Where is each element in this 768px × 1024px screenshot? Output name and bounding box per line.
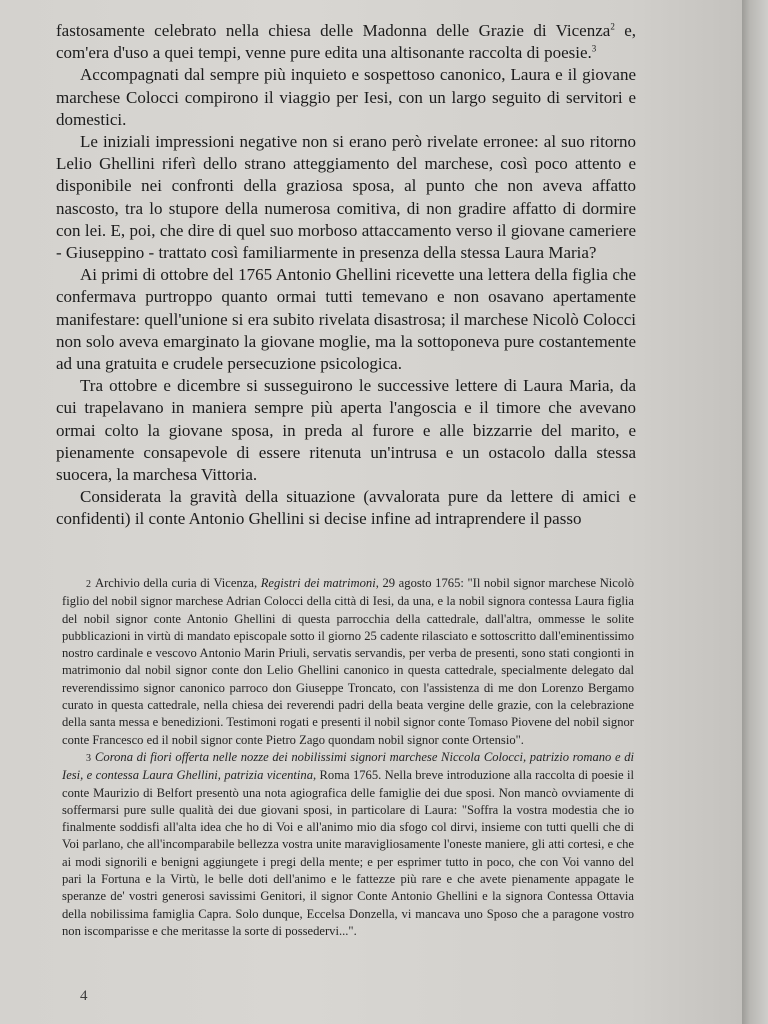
page-number: 4 bbox=[80, 988, 88, 1004]
footnote-3: 3 Corona di fiori offerta nelle nozze dei nobilissimi signori marchese Niccola Colocci, patrizio romano e di Iesi, e contessa Laura Ghellini, patrizia vicentina, Roma 1765. Nella breve introduzione alla raccolta di poesie il conte Maurizio di Belfort presentò una nota agiografica delle famiglie dei due sposi. Non mancò ovviamente di soffermarsi pure sulle qualità dei due giovani sposi, in particolare di Laura: "Soffra la vostra modestia che io finalmente soddisfi all'alta idea che ho di Voi e all'animo mio dia sfogo col dirvi, insieme con tutti quelli che di Voi parlano, che all'incomparabile bellezza vostra unite maravigliosamente l'oneste maniere, gli atti cortesi, e che ai modi signorili e benigni aggiungete i pregi della mente; e per esprimer tutto in poco, che con Voi vanno del pari la Fortuna e la Virtù, le belle doti dell'animo e le fattezze più rare e che avete pienamente appagate le speranze de' vostri generosi savissimi Genitori, il signor Conte Antonio Ghellini e la signora Contessa Ottavia della nobilissima famiglia Capra. Solo dunque, Eccelsa Donzella, vi mancava uno Sposo che a paragone vostro non iscomparisse e che meritasse la sorte di possedervi...". bbox=[62, 749, 635, 938]
footnote-ref[interactable]: 2 bbox=[610, 21, 615, 32]
footnote-number: 3 bbox=[86, 752, 91, 764]
body-paragraph: fastosamente celebrato nella chiesa delle Madonna delle Grazie di Vicenza$^2$ e, com'era d'uso a quei tempi, venne pure edita una altisonante raccolta di poesie.$^3$ bbox=[56, 21, 637, 63]
page-edge bbox=[742, 0, 768, 1024]
italic-title: Corona di fiori offerta nelle nozze dei nobilissimi signori marchese Niccola Colocci, patrizio romano e di Iesi, e contessa Laura Ghellini, patrizia vicentina bbox=[62, 749, 634, 783]
body-paragraph: Le iniziali impressioni negative non si erano però rivelate erronee: al suo ritorno Lelio Ghellini riferì dello strano atteggiamento del marchese, così poco attento e disponibile nei confronti della graziosa sposa, al punto che non aveva affatto nascosto, tra lo stupore della numerosa comitiva, di non gradire affatto di dormire con lei. E, poi, che dire di quel suo morboso attaccamento verso il giovane cameriere - Giuseppino - trattato così familiarmente in presenza della stessa Laura Maria? bbox=[56, 132, 636, 263]
body-paragraph: Accompagnati dal sempre più inquieto e sospettoso canonico, Laura e il giovane marchese Colocci compirono il viaggio per Iesi, con un largo seguito di servitori e domestici. bbox=[56, 65, 636, 129]
footnotes bbox=[62, 575, 634, 940]
footnote-number: 2 bbox=[86, 579, 91, 590]
body-paragraph: Tra ottobre e dicembre si susseguirono le successive lettere di Laura Maria, da cui trapelavano in maniera sempre più aperta l'angoscia e il timore che avevano ormai colto la giovane sposa, in preda al furore e alle bizzarrie del marito, e pienamente consapevole di essere ritenuta un'intrusa e un ostacolo dalla stessa suocera, la marchesa Vittoria. bbox=[56, 376, 636, 485]
italic-title: Registri dei matrimoni bbox=[260, 576, 376, 590]
body-paragraph: Considerata la gravità della situazione (avvalorata pure da lettere di amici e confidenti) il conte Antonio Ghellini si decise infine ad intraprendere il passo bbox=[56, 487, 636, 529]
main-text bbox=[56, 20, 636, 531]
footnote-2: 2 Archivio della curia di Vicenza, Registri dei matrimoni, 29 agosto 1765: "Il nobil signor marchese Nicolò figlio del nobil signor marchese Adrian Colocci della città di Iesi, da una, e la nobil signora contessa Laura figlia del nobil signor conte Antonio Ghellini di questa parrocchia della cattedrale, dall'altra, ommesse le solite pubblicazioni in virtù di mandato episcopale sotto il giorno 25 cadente rilasciato e sottoscritto dall'eminentissimo nostro cardinale e vescovo Antonio Marin Priuli, servatis servandis, per verba de presenti, sono stati congionti in matrimonio dal nobil signor conte don Lelio Ghellini canonico in questa cattedrale, specialmente delegato dal reverendissimo signor canonico parroco don Giuseppe Troncato, con l'assistenza di me don Lorenzo Bergamo curato in questa cattedrale, nella chiesa dei reverendi padri della beata vergine delle grazie, con la celebrazione della santa messa e benedizioni. Testimoni rogati e presenti il nobil signor conte Tomaso Piovene del nobil signor conte Francesco ed il nobil signor conte Pietro Zago quondam nobil signor conte Ortensio". bbox=[62, 576, 634, 747]
footnote-ref[interactable]: 3 bbox=[591, 43, 597, 54]
body-paragraph: Ai primi di ottobre del 1765 Antonio Ghellini ricevette una lettera della figlia che confermava purtroppo quanto ormai tutti temevano e non osavano apertamente manifestare: quell'unione si era subito rivelata disastrosa; il marchese Nicolò Colocci non solo aveva emarginato la giovane moglie, ma la sottoponeva pure costantemente ad una gratuita e crudele persecuzione psicologica. bbox=[56, 265, 636, 374]
